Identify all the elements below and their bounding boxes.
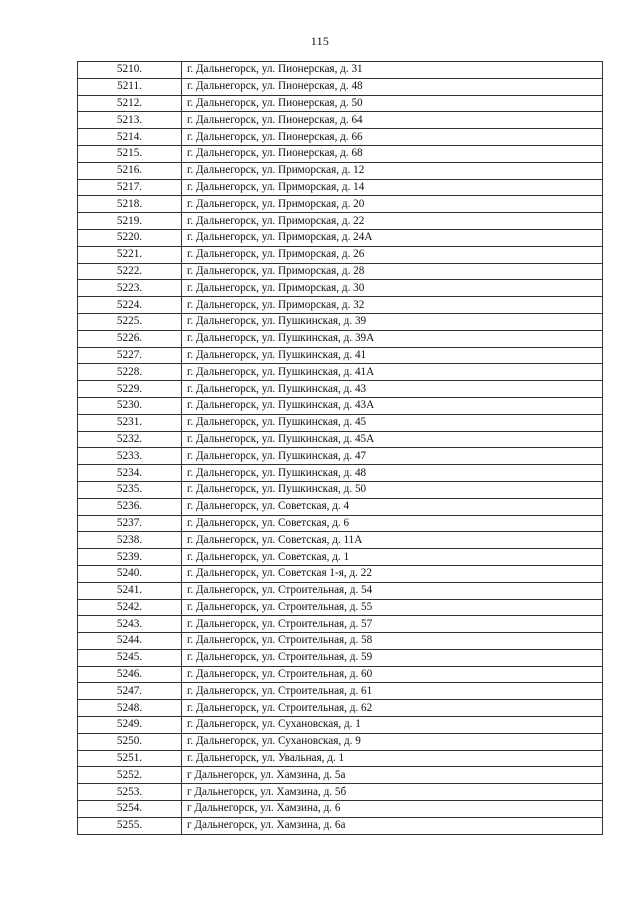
row-number-cell: 5242. [78,599,182,616]
table-row [78,666,603,683]
address-cell: г. Дальнегорск, ул. Приморская, д. 12 [182,162,603,179]
address-cell: г. Дальнегорск, ул. Пионерская, д. 48 [182,78,603,95]
row-number-cell: 5240. [78,565,182,582]
address-cell: г. Дальнегорск, ул. Приморская, д. 24А [182,229,603,246]
table-row [78,347,603,364]
row-number-cell: 5225. [78,313,182,330]
table-row [78,565,603,582]
row-number-cell: 5253. [78,784,182,801]
table-row [78,112,603,129]
table-row [78,364,603,381]
address-cell: г. Дальнегорск, ул. Советская, д. 6 [182,515,603,532]
address-table-body [78,62,603,835]
address-cell: г Дальнегорск, ул. Хамзина, д. 6 [182,801,603,818]
table-row [78,649,603,666]
address-cell: г. Дальнегорск, ул. Сухановская, д. 1 [182,717,603,734]
address-cell: г. Дальнегорск, ул. Пионерская, д. 66 [182,129,603,146]
row-number-cell: 5254. [78,801,182,818]
row-number-cell: 5216. [78,162,182,179]
address-cell: г. Дальнегорск, ул. Советская, д. 1 [182,549,603,566]
table-row [78,431,603,448]
address-cell: г Дальнегорск, ул. Хамзина, д. 6а [182,817,603,834]
address-cell: г. Дальнегорск, ул. Приморская, д. 28 [182,263,603,280]
row-number-cell: 5232. [78,431,182,448]
address-cell: г Дальнегорск, ул. Хамзина, д. 5а [182,767,603,784]
address-cell: г. Дальнегорск, ул. Строительная, д. 61 [182,683,603,700]
address-cell: г. Дальнегорск, ул. Строительная, д. 54 [182,582,603,599]
address-cell: г. Дальнегорск, ул. Приморская, д. 32 [182,297,603,314]
address-cell: г. Дальнегорск, ул. Пушкинская, д. 47 [182,448,603,465]
table-row [78,481,603,498]
row-number-cell: 5235. [78,481,182,498]
table-row [78,263,603,280]
table-row [78,801,603,818]
address-cell: г. Дальнегорск, ул. Приморская, д. 14 [182,179,603,196]
table-row [78,733,603,750]
row-number-cell: 5226. [78,330,182,347]
row-number-cell: 5228. [78,364,182,381]
table-row [78,465,603,482]
table-row [78,179,603,196]
row-number-cell: 5224. [78,297,182,314]
row-number-cell: 5255. [78,817,182,834]
table-row [78,129,603,146]
row-number-cell: 5222. [78,263,182,280]
table-row [78,616,603,633]
address-cell: г. Дальнегорск, ул. Пушкинская, д. 41 [182,347,603,364]
table-row [78,599,603,616]
address-cell: г. Дальнегорск, ул. Советская, д. 11А [182,532,603,549]
table-row [78,62,603,79]
row-number-cell: 5249. [78,717,182,734]
address-cell: г. Дальнегорск, ул. Пушкинская, д. 48 [182,465,603,482]
row-number-cell: 5241. [78,582,182,599]
row-number-cell: 5221. [78,246,182,263]
address-cell: г. Дальнегорск, ул. Строительная, д. 60 [182,666,603,683]
page-number: 115 [310,34,330,48]
address-cell: г Дальнегорск, ул. Хамзина, д. 5б [182,784,603,801]
row-number-cell: 5236. [78,498,182,515]
table-row [78,817,603,834]
row-number-cell: 5211. [78,78,182,95]
row-number-cell: 5238. [78,532,182,549]
row-number-cell: 5247. [78,683,182,700]
table-row [78,313,603,330]
address-cell: г. Дальнегорск, ул. Пионерская, д. 50 [182,95,603,112]
table-row [78,246,603,263]
table-row [78,448,603,465]
address-cell: г. Дальнегорск, ул. Советская 1-я, д. 22 [182,565,603,582]
table-row [78,532,603,549]
table-row [78,162,603,179]
address-cell: г. Дальнегорск, ул. Пушкинская, д. 41А [182,364,603,381]
address-cell: г. Дальнегорск, ул. Пушкинская, д. 39 [182,313,603,330]
row-number-cell: 5239. [78,549,182,566]
row-number-cell: 5212. [78,95,182,112]
row-number-cell: 5243. [78,616,182,633]
table-row [78,498,603,515]
row-number-cell: 5250. [78,733,182,750]
address-cell: г. Дальнегорск, ул. Приморская, д. 22 [182,213,603,230]
address-cell: г. Дальнегорск, ул. Пионерская, д. 64 [182,112,603,129]
row-number-cell: 5252. [78,767,182,784]
table-row [78,213,603,230]
row-number-cell: 5218. [78,196,182,213]
row-number-cell: 5248. [78,700,182,717]
row-number-cell: 5217. [78,179,182,196]
table-row [78,515,603,532]
row-number-cell: 5231. [78,414,182,431]
table-row [78,229,603,246]
table-row [78,549,603,566]
row-number-cell: 5245. [78,649,182,666]
address-cell: г. Дальнегорск, ул. Строительная, д. 57 [182,616,603,633]
address-cell: г. Дальнегорск, ул. Приморская, д. 26 [182,246,603,263]
address-cell: г. Дальнегорск, ул. Строительная, д. 62 [182,700,603,717]
address-cell: г. Дальнегорск, ул. Пушкинская, д. 50 [182,481,603,498]
table-row [78,717,603,734]
row-number-cell: 5214. [78,129,182,146]
address-cell: г. Дальнегорск, ул. Пушкинская, д. 45 [182,414,603,431]
row-number-cell: 5237. [78,515,182,532]
row-number-cell: 5223. [78,280,182,297]
table-row [78,78,603,95]
table-row [78,767,603,784]
table-row [78,397,603,414]
row-number-cell: 5227. [78,347,182,364]
address-table [77,61,603,835]
address-cell: г. Дальнегорск, ул. Пионерская, д. 68 [182,145,603,162]
address-cell: г. Дальнегорск, ул. Строительная, д. 55 [182,599,603,616]
row-number-cell: 5219. [78,213,182,230]
address-cell: г. Дальнегорск, ул. Пушкинская, д. 39А [182,330,603,347]
address-cell: г. Дальнегорск, ул. Пушкинская, д. 45А [182,431,603,448]
address-cell: г. Дальнегорск, ул. Пушкинская, д. 43 [182,381,603,398]
row-number-cell: 5210. [78,62,182,79]
row-number-cell: 5229. [78,381,182,398]
address-cell: г. Дальнегорск, ул. Приморская, д. 30 [182,280,603,297]
row-number-cell: 5220. [78,229,182,246]
address-cell: г. Дальнегорск, ул. Строительная, д. 59 [182,649,603,666]
address-cell: г. Дальнегорск, ул. Пушкинская, д. 43А [182,397,603,414]
table-row [78,633,603,650]
table-row [78,582,603,599]
row-number-cell: 5230. [78,397,182,414]
row-number-cell: 5233. [78,448,182,465]
table-row [78,784,603,801]
table-row [78,700,603,717]
table-row [78,330,603,347]
address-cell: г. Дальнегорск, ул. Строительная, д. 58 [182,633,603,650]
table-row [78,95,603,112]
table-row [78,683,603,700]
row-number-cell: 5244. [78,633,182,650]
table-row [78,414,603,431]
row-number-cell: 5215. [78,145,182,162]
table-row [78,196,603,213]
table-row [78,750,603,767]
table-row [78,145,603,162]
table-row [78,381,603,398]
row-number-cell: 5246. [78,666,182,683]
address-cell: г. Дальнегорск, ул. Советская, д. 4 [182,498,603,515]
address-cell: г. Дальнегорск, ул. Увальная, д. 1 [182,750,603,767]
row-number-cell: 5234. [78,465,182,482]
address-cell: г. Дальнегорск, ул. Пионерская, д. 31 [182,62,603,79]
table-row [78,297,603,314]
row-number-cell: 5213. [78,112,182,129]
address-cell: г. Дальнегорск, ул. Приморская, д. 20 [182,196,603,213]
row-number-cell: 5251. [78,750,182,767]
table-row [78,280,603,297]
address-cell: г. Дальнегорск, ул. Сухановская, д. 9 [182,733,603,750]
